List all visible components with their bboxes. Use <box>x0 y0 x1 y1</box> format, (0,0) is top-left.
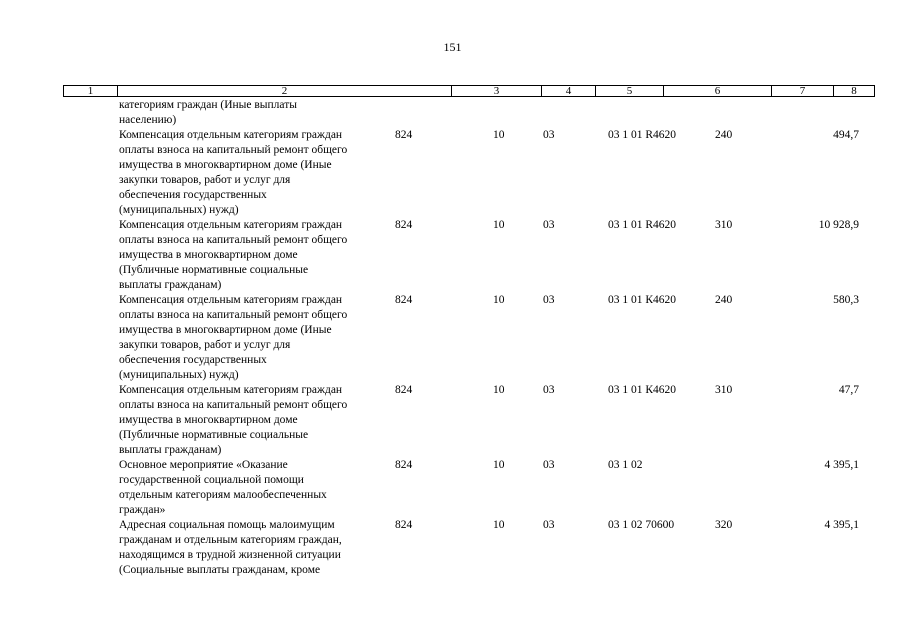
page-number: 151 <box>443 40 462 54</box>
row-sum: 580,3 <box>833 294 859 306</box>
row-name: Адресная социальная помощь малоимущим гражданам и отдельным категориям граждан, находящимся в трудной жизненной ситуации (Социальные выплаты гражданам, кроме <box>119 519 342 576</box>
header-col-1: 1 <box>64 86 118 97</box>
table-row <box>63 293 875 383</box>
row-section: 10 <box>493 459 505 471</box>
row-sum: 4 395,1 <box>824 519 859 531</box>
row-section: 10 <box>493 384 505 396</box>
row-name: Компенсация отдельным категориям граждан оплаты взноса на капитальный ремонт общего имущества в многоквартирном доме (Публичные нормативные социальные выплаты гражданам) <box>119 219 348 291</box>
row-name: Компенсация отдельным категориям граждан оплаты взноса на капитальный ремонт общего имущества в многоквартирном доме (Публичные нормативные социальные выплаты гражданам) <box>119 384 348 456</box>
header-col-6: 6 <box>664 86 772 97</box>
row-target-code: 03 1 01 К4620 <box>608 384 677 396</box>
row-name: Компенсация отдельным категориям граждан оплаты взноса на капитальный ремонт общего имущества в многоквартирном доме (Иные закупки товаров, работ и услуг для обеспечения государственных (муниципальных) нужд) <box>119 294 348 381</box>
header-col-8: 8 <box>851 85 857 97</box>
row-subsection: 03 <box>543 129 555 141</box>
header-col-3: 3 <box>452 86 542 97</box>
row-sum: 10 928,9 <box>818 219 859 231</box>
row-sum: 494,7 <box>833 129 859 141</box>
row-section: 10 <box>493 129 505 141</box>
row-section: 10 <box>493 519 505 531</box>
table-row <box>63 458 875 518</box>
row-target-code: 03 1 01 R4620 <box>608 219 677 231</box>
row-name: Основное мероприятие «Оказание государственной социальной помощи отдельным категориям малообеспеченных граждан» <box>119 459 327 516</box>
row-admin-code: 824 <box>395 459 413 471</box>
header-col-4: 4 <box>542 86 596 97</box>
row-subsection: 03 <box>543 519 555 531</box>
row-admin-code: 824 <box>395 129 413 141</box>
header-col-5: 5 <box>596 86 664 97</box>
row-subsection: 03 <box>543 294 555 306</box>
row-expense-type: 310 <box>715 384 733 396</box>
row-target-code: 03 1 02 <box>608 459 643 471</box>
row-subsection: 03 <box>543 459 555 471</box>
table-row <box>63 128 875 218</box>
row-target-code: 03 1 02 70600 <box>608 519 675 531</box>
row-subsection: 03 <box>543 384 555 396</box>
row-name: Компенсация отдельным категориям граждан оплаты взноса на капитальный ремонт общего имущества в многоквартирном доме (Иные закупки товаров, работ и услуг для обеспечения государственных (муниципальных) нужд) <box>119 129 348 216</box>
row-section: 10 <box>493 294 505 306</box>
row-name: категориям граждан (Иные выплаты населению) <box>119 99 297 126</box>
row-admin-code: 824 <box>395 219 413 231</box>
row-target-code: 03 1 01 К4620 <box>608 294 677 306</box>
row-sum: 4 395,1 <box>824 459 859 471</box>
row-expense-type: 240 <box>715 129 733 141</box>
row-expense-type: 310 <box>715 219 733 231</box>
table-row <box>63 218 875 293</box>
header-col-7: 7 <box>772 86 834 97</box>
row-admin-code: 824 <box>395 384 413 396</box>
row-admin-code: 824 <box>395 519 413 531</box>
row-section: 10 <box>493 219 505 231</box>
table-body <box>63 98 875 578</box>
row-expense-type: 320 <box>715 519 733 531</box>
row-subsection: 03 <box>543 219 555 231</box>
table-header-row <box>63 85 875 97</box>
row-sum: 47,7 <box>838 384 859 396</box>
row-expense-type: 240 <box>715 294 733 306</box>
table-row <box>63 383 875 458</box>
row-admin-code: 824 <box>395 294 413 306</box>
header-col-2: 2 <box>118 86 452 97</box>
row-target-code: 03 1 01 R4620 <box>608 129 677 141</box>
table-row <box>63 98 875 128</box>
table-row <box>63 518 875 578</box>
